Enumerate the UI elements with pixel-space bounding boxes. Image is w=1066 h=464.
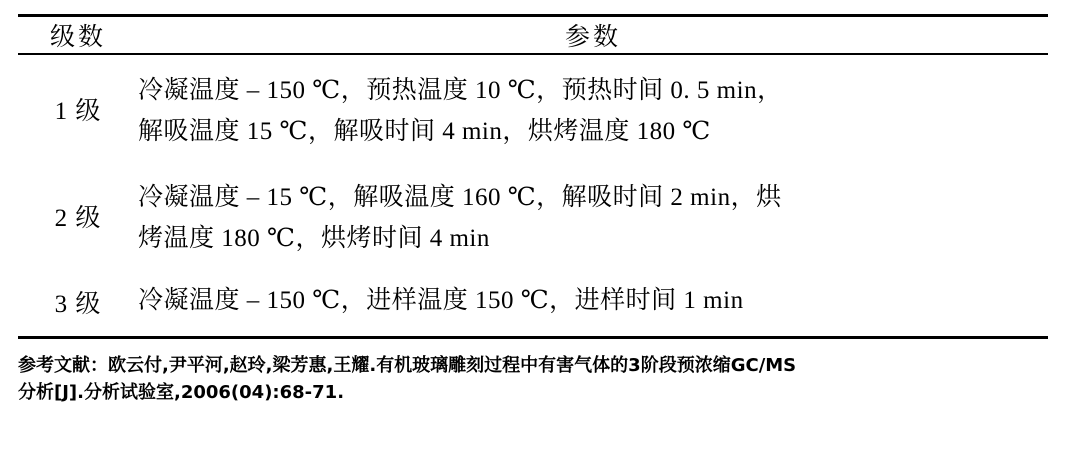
param-line: 解吸温度 15 ℃，解吸时间 4 min，烘烤温度 180 ℃: [138, 117, 711, 145]
param-line: 冷凝温度 – 150 ℃，进样温度 150 ℃，进样时间 1 min: [138, 287, 744, 314]
reference-block: [18, 352, 1048, 407]
parameters-table: [18, 17, 1048, 53]
cell-level: 2 级: [54, 204, 102, 232]
cell-parameters: [138, 162, 1048, 269]
cell-level: 1 级: [54, 97, 102, 125]
cell-parameters: [138, 269, 1048, 336]
param-line: 烤温度 180 ℃，烘烤时间 4 min: [138, 224, 490, 252]
reference-line-1: 参考文献：欧云付,尹平河,赵玲,梁芳惠,王耀.有机玻璃雕刻过程中有害气体的3阶段预浓缩GC/MS: [18, 354, 797, 376]
header-level: 级数: [49, 24, 106, 51]
document-page: [0, 14, 1066, 464]
cell-level: 3 级: [54, 291, 102, 319]
table-row: [18, 269, 1048, 336]
table-bottom-rule: [18, 336, 1048, 339]
table-header-row: [18, 17, 1048, 53]
table-row: [18, 55, 1048, 162]
parameters-table-body: [18, 55, 1048, 336]
reference-line-2: 分析[J].分析试验室,2006(04):68-71.: [18, 381, 345, 403]
cell-parameters: [138, 55, 1048, 162]
table-row: [18, 162, 1048, 269]
header-param: 参数: [564, 24, 621, 51]
param-line: 冷凝温度 – 15 ℃，解吸温度 160 ℃，解吸时间 2 min，烘: [138, 184, 782, 211]
param-line: 冷凝温度 – 150 ℃，预热温度 10 ℃，预热时间 0. 5 min，: [138, 77, 783, 104]
